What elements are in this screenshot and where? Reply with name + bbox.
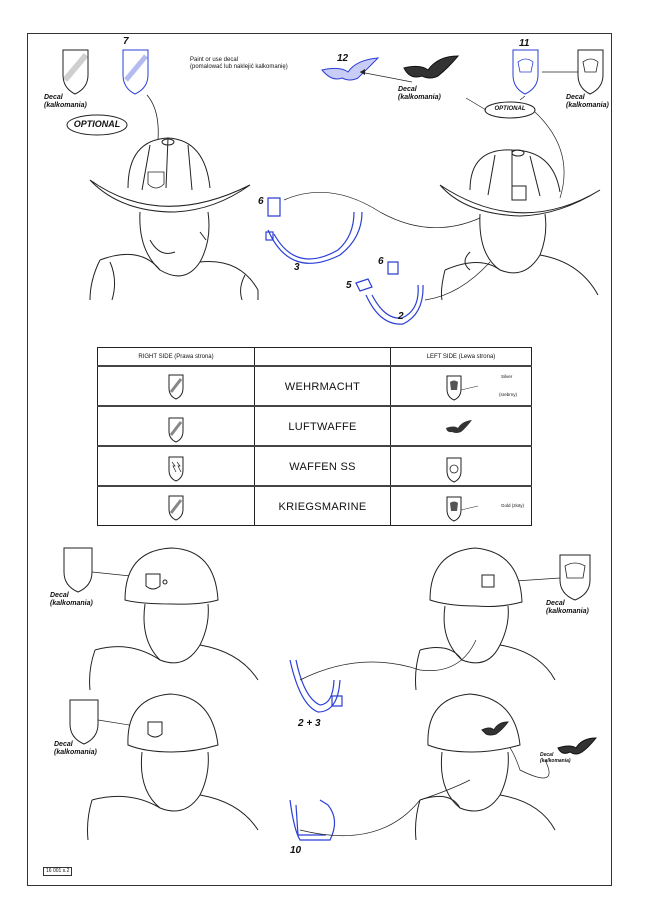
legend-cell-name: [255, 446, 391, 486]
soldier-tropical-helmet-left: [440, 150, 600, 300]
decal-label: Decal: [44, 94, 63, 101]
legend-header-right-side: RIGHT SIDE (Prawa strona): [98, 348, 255, 367]
decal-label-pl: (kalkomania): [546, 608, 589, 615]
legend-header-blank: [255, 348, 391, 367]
chinstrap-part-3: [266, 198, 362, 263]
legend-colour-note: Gold (złoty): [501, 503, 525, 509]
decal-label: Decal: [54, 741, 73, 748]
decal-caption-eagle: [398, 86, 441, 102]
soldier-steel-helmet-lower-right: [416, 694, 556, 840]
legend-cell-right-icon: [98, 446, 255, 486]
callout-2-plus-3: 2 + 3: [298, 718, 321, 729]
legend-cell-right-icon: [98, 486, 255, 526]
chinstrap-part-2: [356, 262, 423, 324]
legend-row: [98, 446, 532, 486]
luftwaffe-eagle-decal-12: [322, 58, 378, 80]
decal-label-pl: (kalkomania): [54, 749, 97, 756]
luftwaffe-eagle-decal-original: [404, 56, 458, 78]
legend-cell-left-icon: [391, 486, 532, 526]
legend-cell-left-icon: [391, 446, 532, 486]
decal-label-pl: (kalkomania): [44, 102, 87, 109]
decal-caption-bottom-right-2: [540, 752, 571, 764]
decal-shield-right-optional: [63, 50, 88, 94]
legend-name-wehrmacht: WEHRMACHT: [284, 381, 361, 393]
eagle-shield-decal-original: [578, 50, 603, 94]
callout-3: 3: [294, 262, 300, 273]
optional-label-right: OPTIONAL: [494, 106, 526, 112]
paint-note-line-1: Paint or use decal: [190, 57, 239, 63]
decal-label: Decal: [546, 600, 565, 607]
decal-shield-bottom-1: [64, 548, 92, 592]
decal-label: Decal: [566, 94, 585, 101]
callout-5: 5: [346, 280, 352, 291]
soldier-steel-helmet-upper-left: [90, 548, 258, 690]
chinstrap-parts-2-3: [290, 660, 342, 712]
callout-2: 2: [398, 311, 404, 322]
legend-cell-name: [255, 366, 391, 406]
legend-name-waffen-ss: WAFFEN SS: [289, 461, 356, 473]
callout-11: 11: [519, 38, 530, 49]
decal-label-pl: (kalkomania): [566, 102, 609, 109]
decal-label: Decal: [398, 86, 417, 93]
decal-label: Decal: [50, 592, 69, 599]
decal-shield-7: [123, 50, 148, 94]
insignia-legend-table: [97, 347, 532, 526]
legend-colour-note: Silver (srebrny): [499, 374, 518, 398]
eagle-shield-decal-11: [513, 50, 538, 94]
chinstrap-part-10: [290, 800, 335, 840]
decal-caption-bottom-right-1: [546, 600, 589, 616]
soldier-tropical-helmet-right: [90, 138, 258, 300]
legend-cell-name: [255, 406, 391, 446]
legend-cell-name: [255, 486, 391, 526]
legend-name-kriegsmarine: KRIEGSMARINE: [278, 501, 367, 513]
legend-cell-right-icon: [98, 406, 255, 446]
legend-name-luftwaffe: LUFTWAFFE: [288, 421, 357, 433]
legend-cell-left-icon: [391, 366, 532, 406]
legend-cell-left-icon: [391, 406, 532, 446]
legend-row: [98, 406, 532, 446]
decal-caption-top-right: [566, 94, 609, 110]
legend-row: [98, 486, 532, 526]
paint-note-line-2: (pomalować lub naklejić kalkomanię): [190, 64, 288, 70]
decal-shield-bottom-2: [70, 700, 98, 744]
legend-header-row: [98, 348, 532, 367]
decal-caption-bottom-left-2: [54, 741, 97, 757]
legend-row: [98, 366, 532, 406]
decal-label-pl: (kalkomania): [398, 94, 441, 101]
callout-6-lower: 6: [378, 256, 384, 267]
callout-6-upper: 6: [258, 196, 264, 207]
callout-12: 12: [337, 53, 349, 64]
soldier-steel-helmet-lower-left: [88, 694, 259, 840]
eagle-shield-decal-bottom: [560, 555, 590, 600]
decal-label-pl: (kalkomania): [50, 600, 93, 607]
decal-label-pl: (kalkomania): [540, 758, 571, 764]
decal-caption-top-left: [44, 94, 87, 110]
soldier-steel-helmet-upper-right: [416, 548, 556, 690]
callout-7: 7: [123, 36, 129, 47]
callout-10: 10: [290, 845, 302, 856]
legend-cell-right-icon: [98, 366, 255, 406]
paint-or-decal-note: [190, 57, 288, 71]
decal-label: Decal: [540, 752, 554, 758]
optional-label-left: OPTIONAL: [73, 119, 121, 129]
decal-caption-bottom-left-1: [50, 592, 93, 608]
legend-header-left-side: LEFT SIDE (Lewa strona): [391, 348, 532, 367]
sheet-code: 16 001 s.2: [43, 867, 72, 876]
